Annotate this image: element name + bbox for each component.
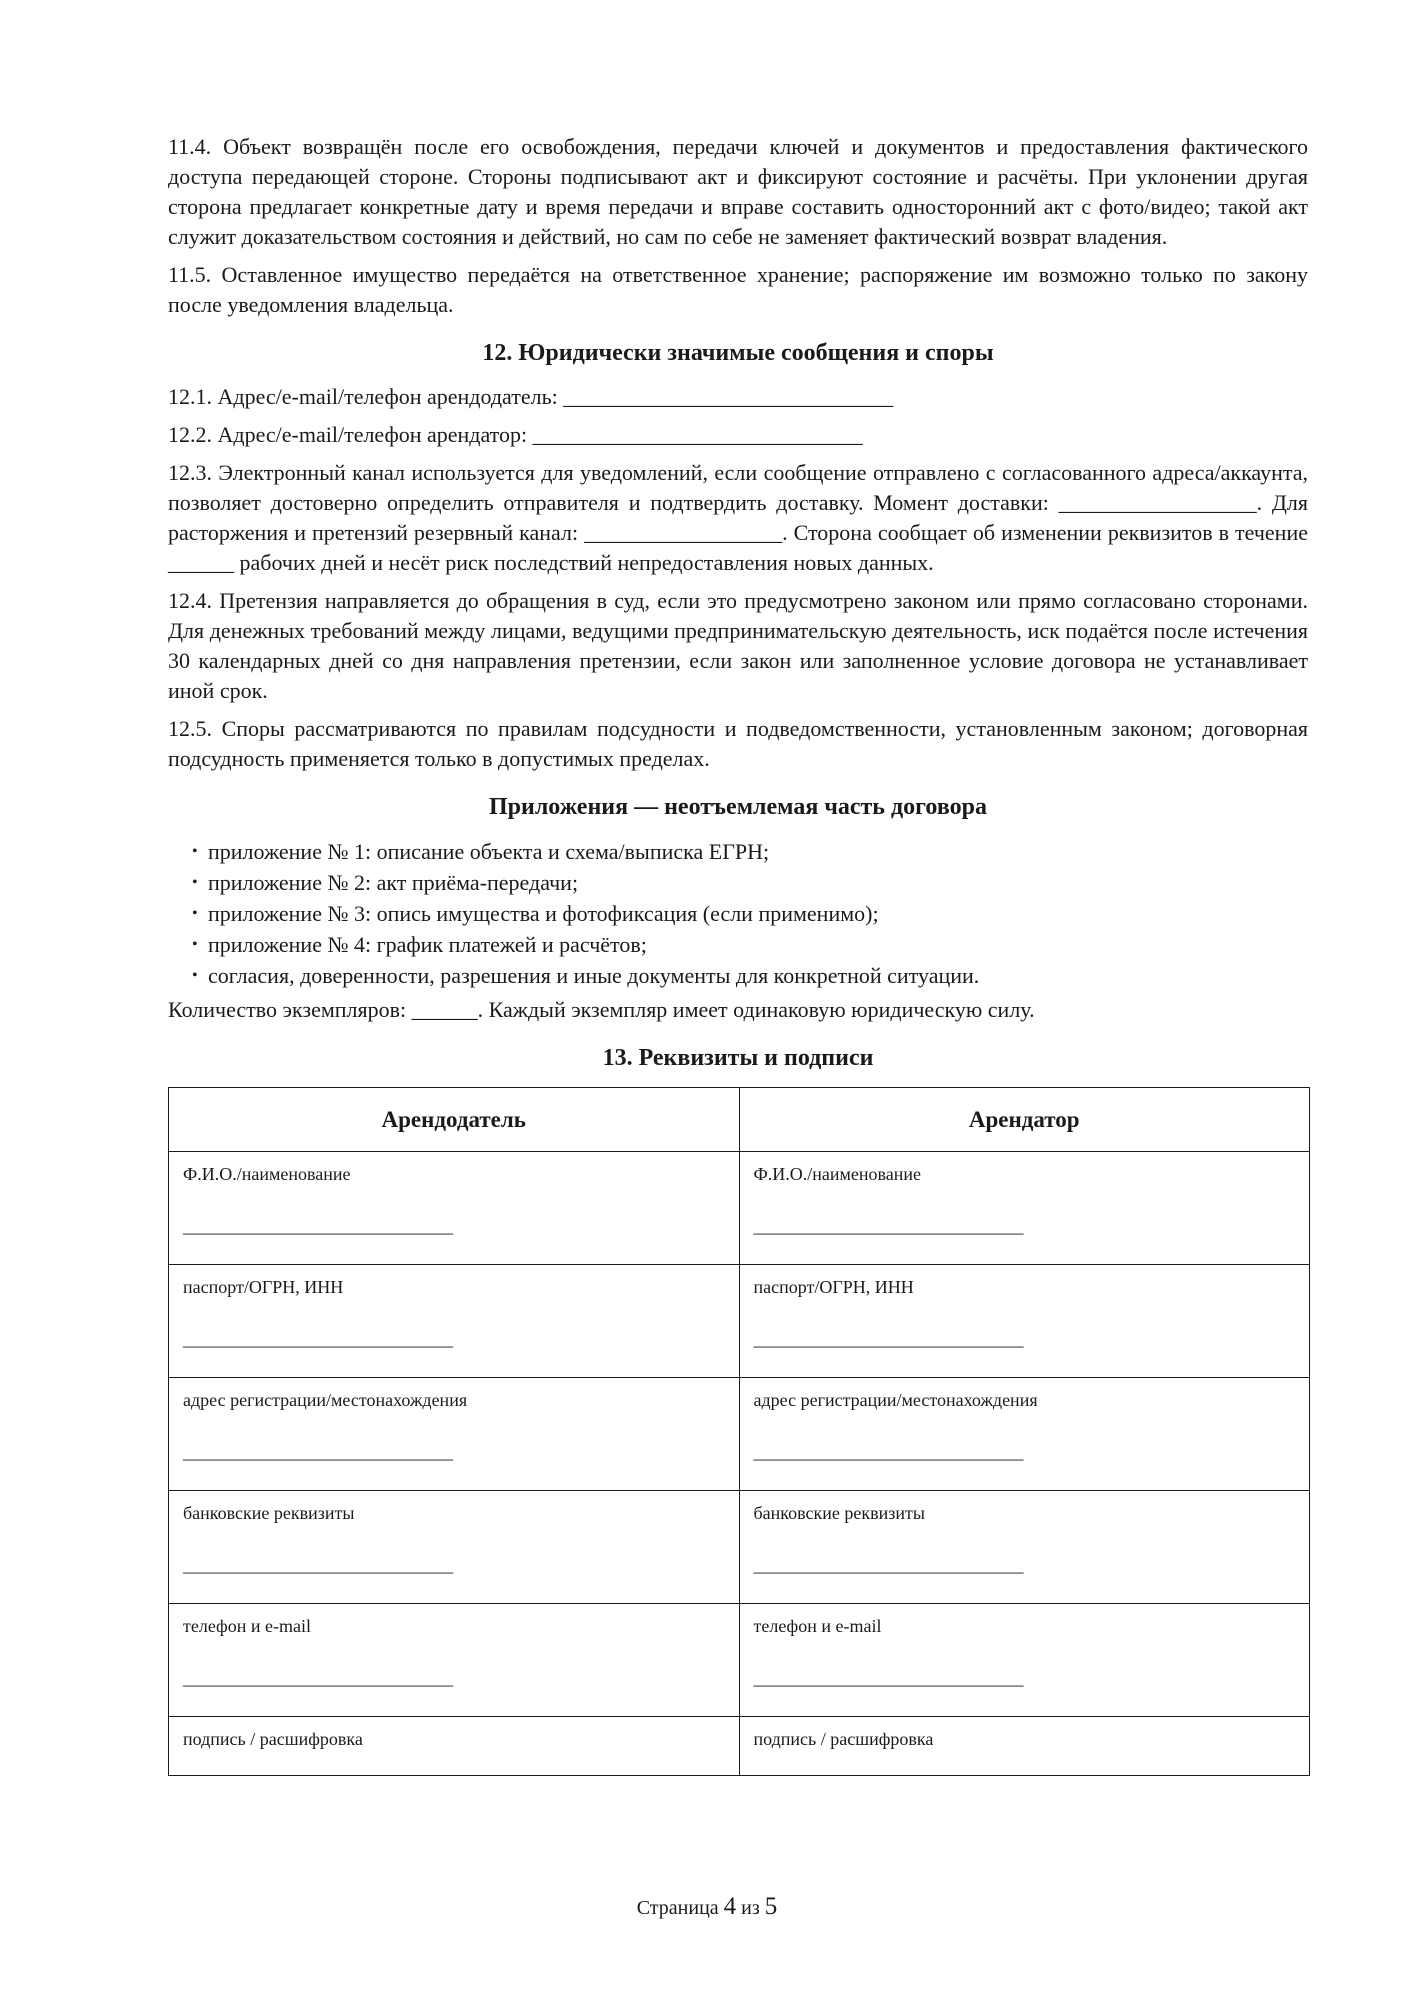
clause-12-4: 12.4. Претензия направляется до обращения в суд, если это предусмотрено законом или прямо согласовано сторонами. Для денежных требований между лицами, ведущими предпринимательскую деятельность, иск подаётся после истечения 30 календарных дней со дня направления претензии, если закон или заполненное условие договора не устанавливает иной срок. [168,588,1308,703]
page-footer [0,1893,1414,1921]
landlord-name-cell: Ф.И.О./наименование ______________________________ [169,1152,740,1265]
list-item: • приложение № 1: описание объекта и схема/выписка ЕГРН; [192,836,1308,867]
tenant-name-cell: Ф.И.О./наименование ______________________________ [739,1152,1310,1265]
clause-12-2: 12.2. Адрес/e-mail/телефон арендатор: ______________________________ [168,422,863,447]
page-of-label: из [741,1897,760,1919]
document-page [168,132,1308,1776]
landlord-signature-cell: подпись / расшифровка [169,1717,740,1776]
bullet-icon: • [192,874,198,891]
clause-12-5: 12.5. Споры рассматриваются по правилам подсудности и подведомственности, установленным законом; договорная подсудность применяется только в допустимых пределах. [168,716,1308,771]
list-item: • приложение № 3: опись имущества и фотофиксация (если применимо); [192,898,1308,929]
bullet-icon: • [192,905,198,922]
landlord-contact-cell: телефон и e-mail ______________________________ [169,1604,740,1717]
table-row [169,1378,1310,1491]
table-row [169,1604,1310,1717]
landlord-address-cell: адрес регистрации/местонахождения ______________________________ [169,1378,740,1491]
table-row [169,1265,1310,1378]
fill-line: ______________________________ [753,1555,1024,1575]
bullet-icon: • [192,936,198,953]
table-row [169,1152,1310,1265]
fill-line: ______________________________ [183,1216,453,1236]
tenant-bank-cell: банковские реквизиты ______________________________ [739,1491,1310,1604]
section-12-title: 12. Юридически значимые сообщения и споры [482,340,994,366]
clause-12-3: 12.3. Электронный канал используется для уведомлений, если сообщение отправлено с согласованного адреса/аккаунта, позволяет достоверно определить отправителя и подтвердить доставку. Момент доставки: __________________. Для расторжения и претензий резервный канал: __________________. Сторона сообщает об изменении реквизитов в течение ______ рабочих дней и несёт риск последствий непредоставления новых данных. [168,460,1308,575]
landlord-bank-cell: банковские реквизиты ______________________________ [169,1491,740,1604]
bullet-icon: • [192,843,198,860]
tenant-address-cell: адрес регистрации/местонахождения ______________________________ [739,1378,1310,1491]
column-header-landlord: Арендодатель [169,1088,740,1152]
appendices-list [168,836,1308,991]
fill-line: ______________________________ [183,1329,453,1349]
fill-line: ______________________________ [753,1216,1024,1236]
fill-line: ______________________________ [183,1442,453,1462]
fill-line: ______________________________ [753,1668,1024,1688]
column-header-tenant: Арендатор [739,1088,1310,1152]
page-number: 4 [723,1893,737,1920]
clause-11-5: 11.5. Оставленное имущество передаётся на ответственное хранение; распоряжение им возможно только по закону после уведомления владельца. [168,262,1308,317]
fill-line: ______________________________ [183,1555,453,1575]
tenant-signature-cell: подпись / расшифровка [739,1717,1310,1776]
bullet-icon: • [192,967,198,984]
page-total: 5 [764,1893,778,1920]
landlord-passport-cell: паспорт/ОГРН, ИНН ______________________________ [169,1265,740,1378]
list-item: • приложение № 4: график платежей и расчётов; [192,929,1308,960]
fill-line: ______________________________ [753,1329,1024,1349]
copies-count: Количество экземпляров: ______. Каждый экземпляр имеет одинаковую юридическую силу. [168,997,1035,1022]
list-item: • согласия, доверенности, разрешения и иные документы для конкретной ситуации. [192,960,1308,991]
appendices-title: Приложения — неотъемлемая часть договора [489,794,987,820]
fill-line: ______________________________ [183,1668,453,1688]
clause-11-4: 11.4. Объект возвращён после его освобождения, передачи ключей и документов и предоставления фактического доступа передающей стороне. Стороны подписывают акт и фиксируют состояние и расчёты. При уклонении другая сторона предлагает конкретные дату и время передачи и вправе составить односторонний акт с фото/видео; такой акт служит доказательством состояния и действий, но сам по себе не заменяет фактический возврат владения. [168,134,1308,249]
clause-12-1: 12.1. Адрес/e-mail/телефон арендодатель: ______________________________ [168,384,894,409]
page-label: Страница [636,1897,719,1919]
table-header-row [169,1088,1310,1152]
list-item: • приложение № 2: акт приёма-передачи; [192,867,1308,898]
tenant-passport-cell: паспорт/ОГРН, ИНН ______________________________ [739,1265,1310,1378]
requisites-table [168,1087,1310,1776]
section-13-title: 13. Реквизиты и подписи [602,1045,874,1071]
table-row [169,1491,1310,1604]
tenant-contact-cell: телефон и e-mail ______________________________ [739,1604,1310,1717]
table-row [169,1717,1310,1776]
fill-line: ______________________________ [753,1442,1024,1462]
